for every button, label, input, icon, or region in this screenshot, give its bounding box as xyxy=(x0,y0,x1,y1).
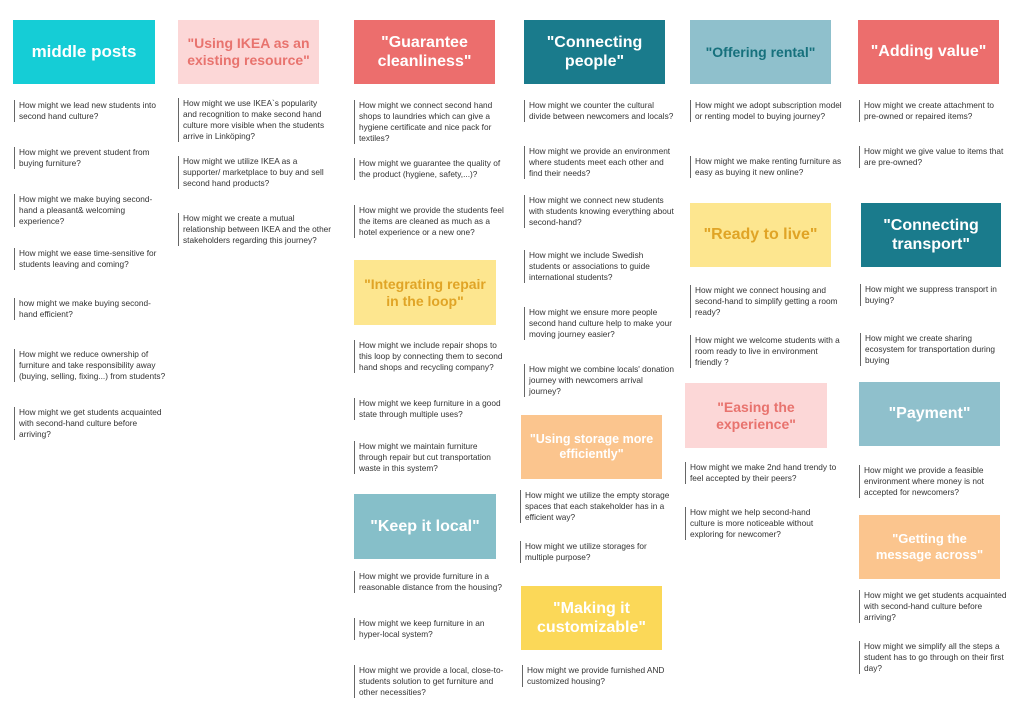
question-note[interactable]: How might we prevent student from buying furniture? xyxy=(14,147,166,169)
question-note[interactable]: How might we include Swedish students or associations to guide international students? xyxy=(524,250,676,283)
theme-card-connecting-transport[interactable] xyxy=(861,203,1001,267)
theme-card-making-it-customizable[interactable] xyxy=(521,586,662,650)
theme-card-getting-the-message-across[interactable] xyxy=(859,515,1000,579)
question-note[interactable]: How might we ease time-sensitive for students leaving and coming? xyxy=(14,248,166,270)
theme-card-label: middle posts xyxy=(31,41,137,61)
theme-card-ready-to-live[interactable] xyxy=(690,203,831,267)
question-note[interactable]: How might we adopt subscription model or renting model to buying journey? xyxy=(690,100,842,122)
question-note[interactable]: How might we provide the students feel the items are cleaned as much as a hotel experience or a new one? xyxy=(354,205,506,238)
question-note[interactable]: How might we make 2nd hand trendy to feel accepted by their peers? xyxy=(685,462,837,484)
theme-card-label: "Getting the message across" xyxy=(875,531,984,562)
question-note[interactable]: How might we utilize the empty storage spaces that each stakeholder has in a efficient way? xyxy=(520,490,672,523)
theme-card-label: "Making it customizable" xyxy=(537,599,646,636)
theme-card-label: "Adding value" xyxy=(870,43,987,61)
theme-card-label: "Easing the experience" xyxy=(716,398,796,432)
question-note[interactable]: How might we utilize IKEA as a supporter/ marketplace to buy and sell second hand products? xyxy=(178,156,332,189)
question-note[interactable]: How might we utilize storages for multiple purpose? xyxy=(520,541,672,563)
question-note[interactable]: How might we keep furniture in a good state through multiple uses? xyxy=(354,398,506,420)
theme-card-label: "Ready to live" xyxy=(703,226,818,244)
theme-card-using-storage[interactable] xyxy=(521,415,662,479)
theme-card-using-ikea[interactable] xyxy=(178,20,319,84)
theme-card-payment[interactable] xyxy=(859,382,1000,446)
question-note[interactable]: How might we include repair shops to this loop by connecting them to second hand shops and recycling company? xyxy=(354,340,506,373)
theme-card-label: "Guarantee cleanliness" xyxy=(377,33,472,70)
theme-card-label: "Using storage more efficiently" xyxy=(529,432,654,461)
theme-card-label: "Payment" xyxy=(888,405,971,423)
question-note[interactable]: how might we make buying second-hand efficient? xyxy=(14,298,166,320)
question-note[interactable]: How might we provide an environment where students meet each other and find their needs? xyxy=(524,146,676,179)
question-note[interactable]: How might we reduce ownership of furniture and take responsibility away (buying, selling, fixing...) from students? xyxy=(14,349,166,382)
question-note[interactable]: How might we give value to items that are pre-owned? xyxy=(859,146,1011,168)
theme-card-label: "Connecting transport" xyxy=(883,216,979,253)
question-note[interactable]: How might we simplify all the steps a student has to go through on their first day? xyxy=(859,641,1011,674)
question-note[interactable]: How might we connect new students with students knowing everything about second-hand? xyxy=(524,195,676,228)
question-note[interactable]: How might we provide furnished AND customized housing? xyxy=(522,665,674,687)
question-note[interactable]: How might we lead new students into second hand culture? xyxy=(14,100,166,122)
question-note[interactable]: How might we get students acquainted with second-hand culture before arriving? xyxy=(14,407,166,440)
theme-card-label: "Connecting people" xyxy=(546,33,643,70)
question-note[interactable]: How might we create a mutual relationship between IKEA and the other stakeholders regarding this journey? xyxy=(178,213,332,246)
question-note[interactable]: How might we welcome students with a room ready to live in environment friendly ? xyxy=(690,335,842,368)
question-note[interactable]: How might we maintain furniture through repair but cut transportation waste in this system? xyxy=(354,441,506,474)
theme-card-label: "Keep it local" xyxy=(370,517,480,535)
question-note[interactable]: How might we get students acquainted with second-hand culture before arriving? xyxy=(859,590,1011,623)
theme-card-middle-posts[interactable] xyxy=(13,20,155,84)
question-note[interactable]: How might we connect housing and second-hand to simplify getting a room ready? xyxy=(690,285,842,318)
question-note[interactable]: How might we help second-hand culture is more noticeable without exploring for newcomer? xyxy=(685,507,837,540)
question-note[interactable]: How might we counter the cultural divide between newcomers and locals? xyxy=(524,100,676,122)
theme-card-integrating-repair[interactable] xyxy=(354,260,496,325)
theme-card-connecting-people[interactable] xyxy=(524,20,665,84)
theme-card-guarantee-cleanliness[interactable] xyxy=(354,20,495,84)
theme-card-label: "Using IKEA as an existing resource" xyxy=(187,35,310,68)
question-note[interactable]: How might we guarantee the quality of the product (hygiene, safety,...)? xyxy=(354,158,506,180)
question-note[interactable]: How might we connect second hand shops to laundries which can give a hygiene certificate and nice pack for textiles? xyxy=(354,100,506,144)
theme-card-label: "Offering rental" xyxy=(705,43,816,60)
question-note[interactable]: How might we create attachment to pre-owned or repaired items? xyxy=(859,100,1011,122)
question-note[interactable]: How might we provide a feasible environment where money is not accepted for newcomers? xyxy=(859,465,1011,498)
question-note[interactable]: How might we provide a local, close-to-students solution to get furniture and other necessities? xyxy=(354,665,506,698)
question-note[interactable]: How might we combine locals' donation journey with newcomers arrival journey? xyxy=(524,364,676,397)
question-note[interactable]: How might we suppress transport in buying? xyxy=(860,284,1012,306)
question-note[interactable]: How might we create sharing ecosystem for transportation during buying xyxy=(860,333,1012,366)
question-note[interactable]: How might we make renting furniture as easy as buying it new online? xyxy=(690,156,842,178)
theme-card-easing-the-experience[interactable] xyxy=(685,383,827,448)
question-note[interactable]: How might we provide furniture in a reasonable distance from the housing? xyxy=(354,571,506,593)
question-note[interactable]: How might we use IKEA`s popularity and recognition to make second hand culture more visible when the students arrive in Linköping? xyxy=(178,98,332,142)
question-note[interactable]: How might we ensure more people second hand culture help to make your moving journey easier? xyxy=(524,307,676,340)
question-note[interactable]: How might we make buying second-hand a pleasant& welcoming experience? xyxy=(14,194,166,227)
theme-card-adding-value[interactable] xyxy=(858,20,999,84)
theme-card-label: "Integrating repair in the loop" xyxy=(364,275,486,309)
question-note[interactable]: How might we keep furniture in an hyper-local system? xyxy=(354,618,506,640)
theme-card-offering-rental[interactable] xyxy=(690,20,831,84)
theme-card-keep-it-local[interactable] xyxy=(354,494,496,559)
